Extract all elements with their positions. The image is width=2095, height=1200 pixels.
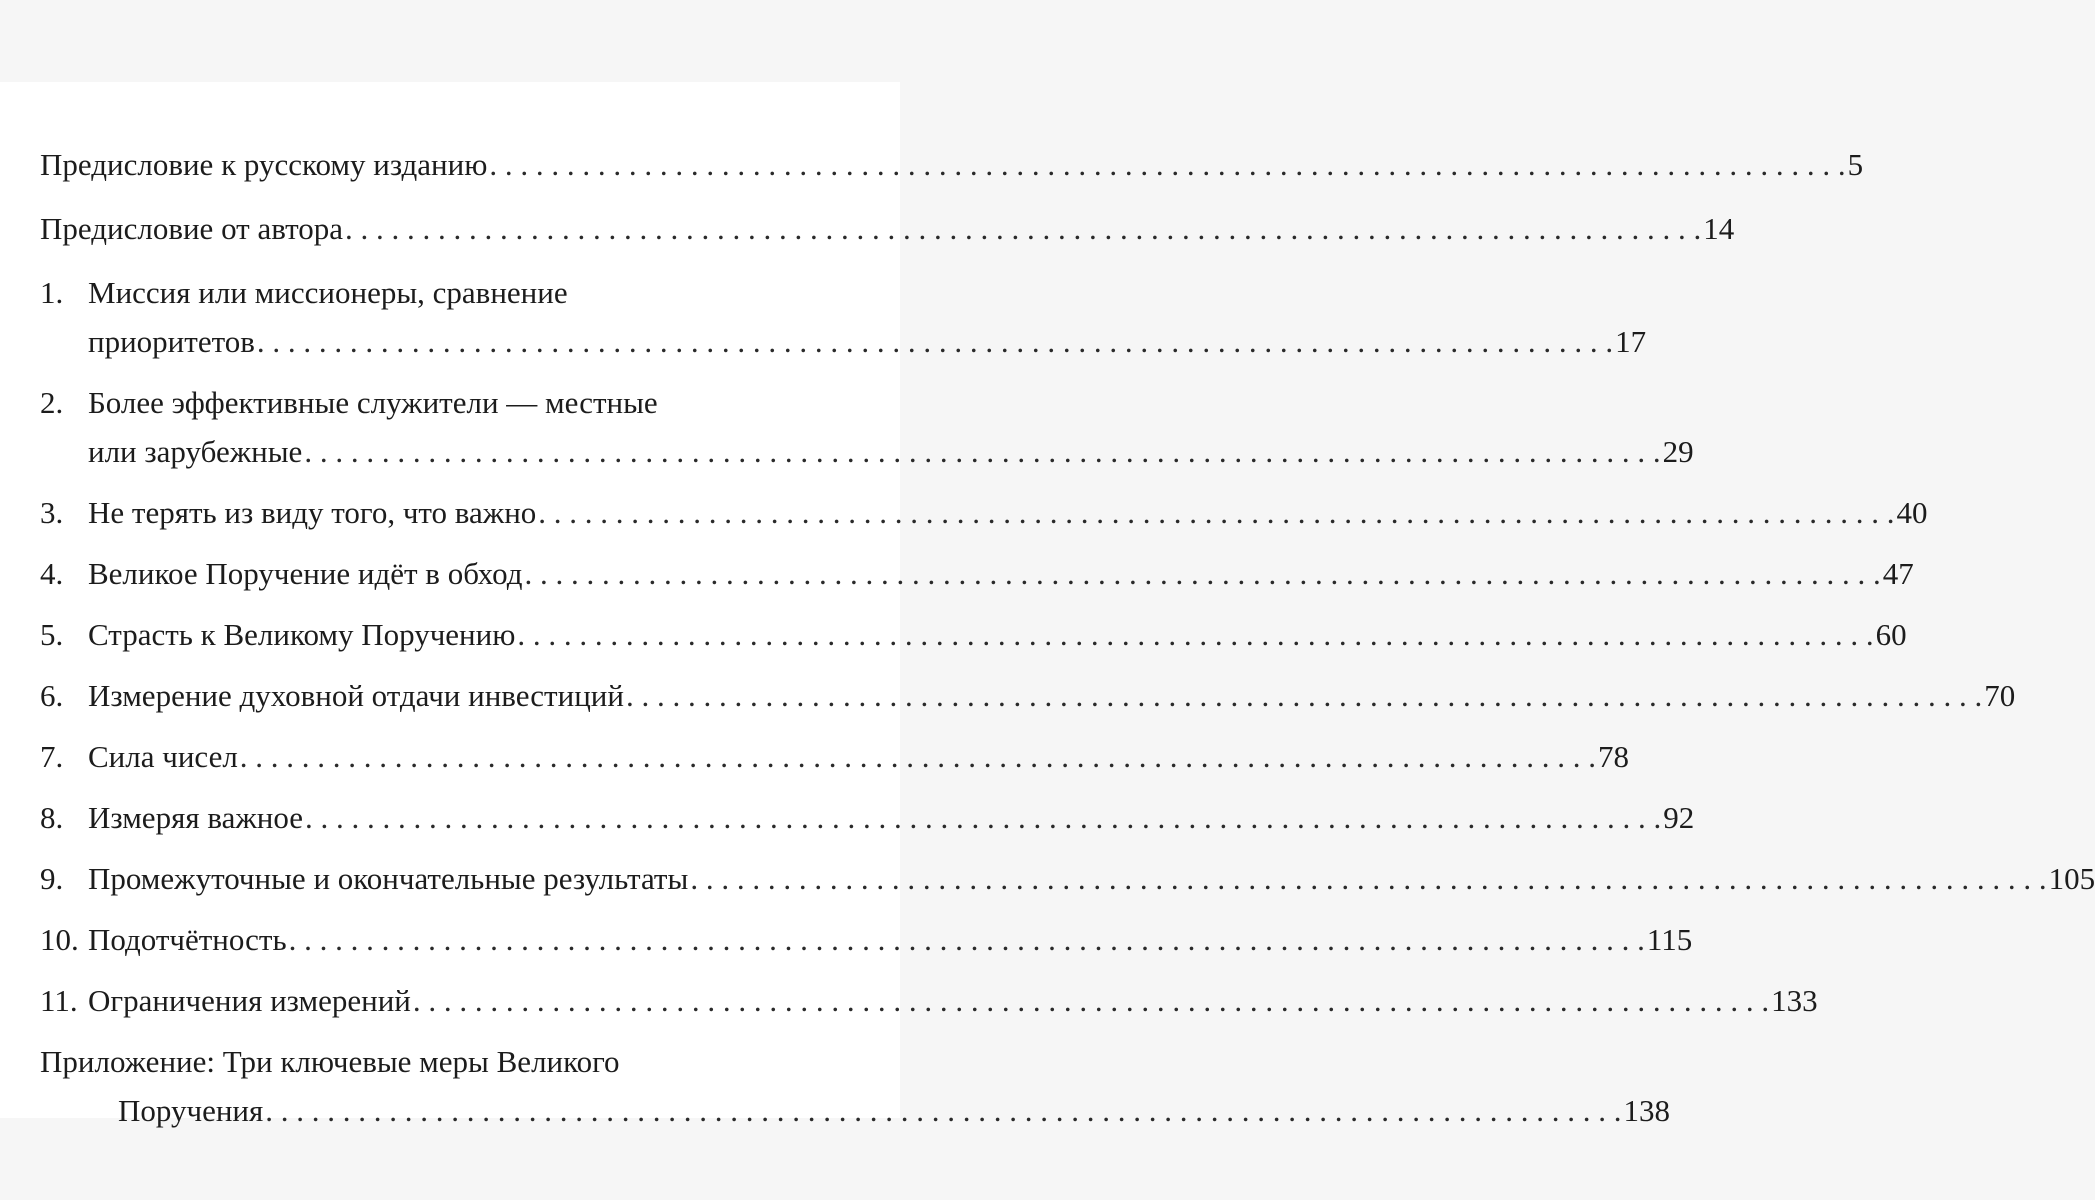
toc-entry-title: Великое Поручение идёт в обход [88, 556, 523, 591]
toc-entry [40, 488, 1928, 537]
toc-entry-number: 4. [40, 556, 64, 591]
dot-leader [287, 915, 1647, 964]
toc-entry-title: Измерение духовной отдачи инвестиций [88, 678, 624, 713]
dot-leader [688, 854, 2048, 903]
toc-entry-title-cont: Поручения [118, 1093, 264, 1128]
toc-entry-number: 3. [40, 495, 64, 530]
toc-entry-number: 2. [40, 385, 64, 420]
dot-leader [302, 427, 1662, 476]
toc-entry-title-cont: или зарубежные [88, 434, 303, 469]
toc-entry-page: 40 [1896, 495, 1928, 530]
toc-entry-title: Ограничения измерений [88, 983, 411, 1018]
toc-entry-page: 70 [1984, 678, 2016, 713]
toc-entry-page: 29 [1662, 434, 1694, 469]
toc-entry-title-cont: приоритетов [88, 324, 255, 359]
toc-entry-page: 133 [1771, 983, 1818, 1018]
toc-entry [40, 140, 1864, 189]
dot-leader [255, 317, 1615, 366]
table-of-contents [40, 140, 2095, 1147]
toc-entry-title: Предисловие от автора [40, 211, 343, 246]
toc-entry-page: 60 [1875, 617, 1907, 652]
dot-leader [487, 140, 1847, 189]
dot-leader [303, 793, 1663, 842]
toc-entry-number: 6. [40, 678, 64, 713]
toc-entry-page: 105 [2048, 861, 2095, 896]
toc-entry-title: Подотчётность [88, 922, 287, 957]
toc-entry [40, 268, 1647, 366]
toc-entry-title: Не терять из виду того, что важно [88, 495, 537, 530]
dot-leader [263, 1086, 1623, 1135]
toc-entry [40, 915, 1693, 964]
toc-entry-title: Более эффективные служители — местные [88, 385, 658, 420]
dot-leader [343, 204, 1703, 253]
dot-leader [536, 488, 1896, 537]
toc-entry-number: 9. [40, 861, 64, 896]
toc-entry [40, 793, 1695, 842]
toc-entry-page: 47 [1882, 556, 1914, 591]
toc-entry-page: 92 [1663, 800, 1695, 835]
toc-entry-title: Приложение: Три ключевые меры Великого [40, 1044, 620, 1079]
toc-entry-page: 14 [1703, 211, 1735, 246]
toc-entry [40, 378, 1694, 476]
toc-entry-page: 115 [1646, 922, 1693, 957]
toc-entry [40, 204, 1735, 253]
toc-entry-title: Сила чисел [88, 739, 238, 774]
toc-entry-title: Миссия или миссионеры, сравнение [88, 275, 568, 310]
toc-entry-title: Страсть к Великому Поручению [88, 617, 516, 652]
toc-entry-page: 17 [1615, 324, 1647, 359]
toc-entry-title: Измеряя важное [88, 800, 303, 835]
toc-entry-title: Предисловие к русскому изданию [40, 147, 488, 182]
toc-entry [40, 671, 2016, 720]
toc-entry-number: 7. [40, 739, 64, 774]
toc-entry-title: Промежуточные и окончательные результаты [88, 861, 689, 896]
dot-leader [515, 610, 1875, 659]
dot-leader [238, 732, 1598, 781]
toc-entry-number: 1. [40, 275, 64, 310]
toc-entry-page: 5 [1847, 147, 1864, 182]
toc-entry [40, 549, 1914, 598]
toc-entry-page: 138 [1623, 1093, 1671, 1128]
toc-entry [40, 976, 1818, 1025]
dot-leader [411, 976, 1771, 1025]
toc-entry [40, 732, 1630, 781]
toc-entry [40, 1037, 1671, 1135]
dot-leader [522, 549, 1882, 598]
toc-entry-number: 10. [40, 922, 79, 957]
toc-entry [40, 854, 2095, 903]
dot-leader [624, 671, 1984, 720]
toc-entry-number: 8. [40, 800, 64, 835]
toc-entry [40, 610, 1907, 659]
toc-entry-number: 5. [40, 617, 64, 652]
toc-entry-number: 11. [40, 983, 78, 1018]
toc-entry-page: 78 [1598, 739, 1630, 774]
book-page [0, 82, 2095, 1128]
